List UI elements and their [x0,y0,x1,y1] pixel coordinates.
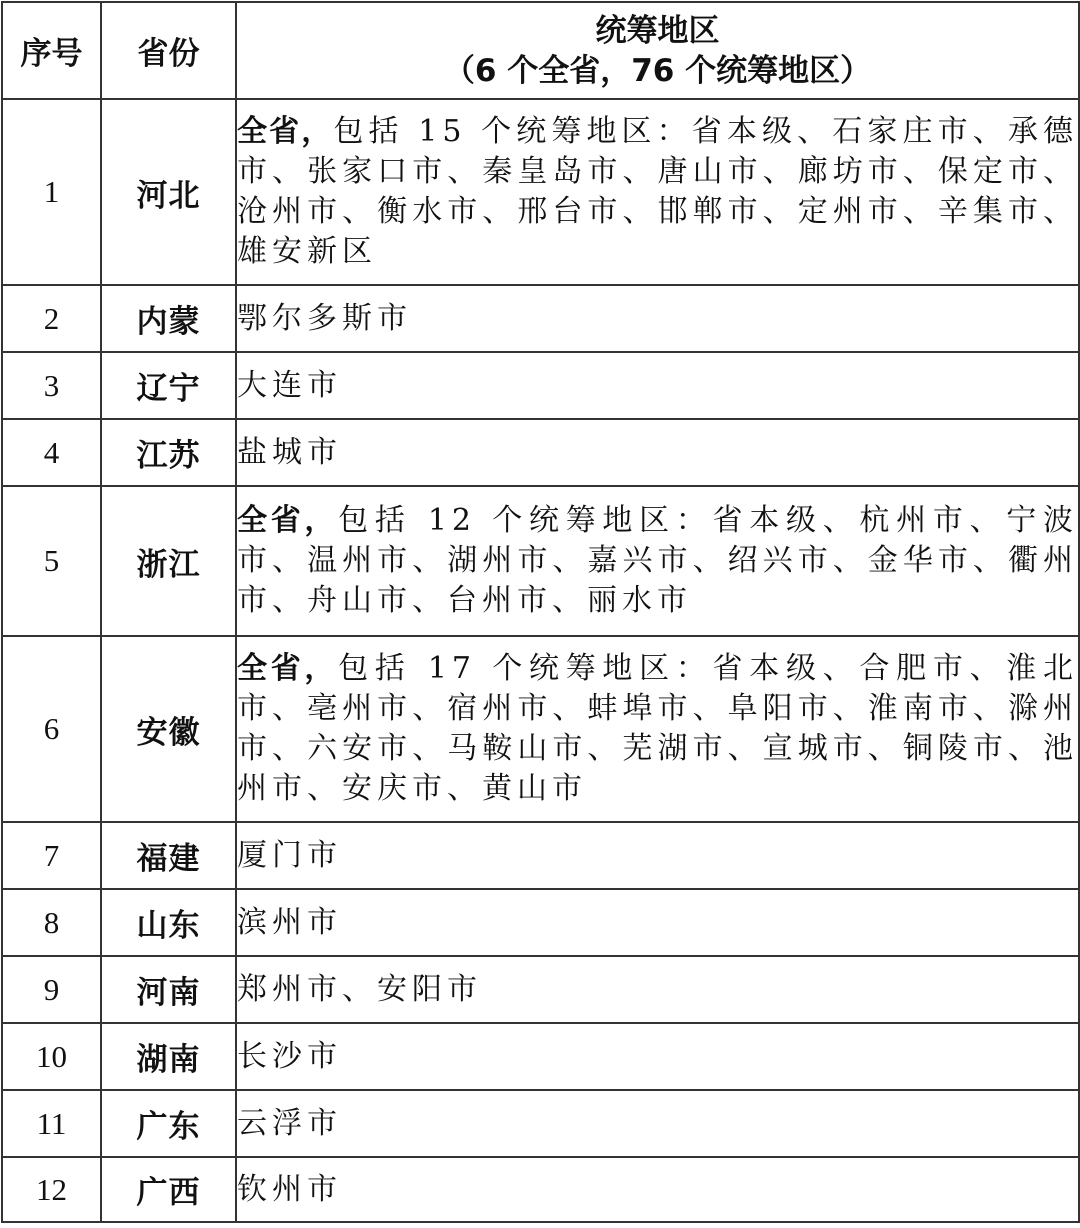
row-region-list: 包括 17 个统筹地区：省本级、合肥市、淮北市、亳州市、宿州市、蚌埠市、阜阳市、淮南市、滁州市、六安市、马鞍山市、芜湖市、宣城市、铜陵市、池州市、安庆市、黄山市 [237,651,1079,806]
row-index: 10 [2,1023,101,1090]
table-row [2,419,1079,486]
row-province: 福建 [101,822,236,889]
row-regions [236,956,1079,1023]
row-province: 广西 [101,1157,236,1222]
row-index: 7 [2,822,101,889]
row-lead: 全省， [237,651,339,686]
row-index: 11 [2,1090,101,1157]
row-index: 12 [2,1157,101,1222]
row-regions [236,352,1079,419]
table-row [2,486,1079,636]
row-province: 内蒙 [101,285,236,352]
row-province: 浙江 [101,486,236,636]
row-region-list: 包括 15 个统筹地区：省本级、石家庄市、承德市、张家口市、秦皇岛市、唐山市、廊坊市、保定市、沧州市、衡水市、邢台市、邯郸市、定州市、辛集市、雄安新区 [237,114,1078,269]
row-region-list: 长沙市 [237,1038,342,1074]
header-province: 省份 [101,2,236,99]
table-row [2,956,1079,1023]
row-index: 5 [2,486,101,636]
row-region-list: 云浮市 [237,1105,342,1141]
row-region-list: 滨州市 [237,904,342,940]
row-index: 3 [2,352,101,419]
row-index: 4 [2,419,101,486]
row-index: 2 [2,285,101,352]
row-region-list: 郑州市、安阳市 [237,971,482,1007]
row-region-list: 大连市 [237,367,342,403]
row-regions [236,486,1079,636]
row-region-list: 钦州市 [237,1171,342,1207]
header-region-title: 统筹地区 [595,12,720,49]
row-region-list: 厦门市 [237,837,342,873]
row-regions [236,99,1079,285]
row-lead: 全省， [237,114,334,149]
row-province: 广东 [101,1090,236,1157]
row-regions [236,822,1079,889]
row-regions [236,636,1079,822]
header-index: 序号 [2,2,101,99]
row-region-list: 包括 12 个统筹地区：省本级、杭州市、宁波市、温州市、湖州市、嘉兴市、绍兴市、金华市、衢州市、舟山市、台州市、丽水市 [237,503,1079,618]
row-regions [236,1090,1079,1157]
row-regions [236,889,1079,956]
row-regions [236,1157,1079,1222]
table-row [2,1023,1079,1090]
row-index: 8 [2,889,101,956]
table-row [2,1090,1079,1157]
row-province: 山东 [101,889,236,956]
row-regions [236,285,1079,352]
header-row [2,2,1079,99]
table-row [2,285,1079,352]
row-index: 6 [2,636,101,822]
header-region [236,2,1079,99]
row-region-list: 鄂尔多斯市 [237,300,412,336]
row-regions [236,1023,1079,1090]
table-row [2,352,1079,419]
pilot-regions-table [1,1,1080,1223]
row-province: 辽宁 [101,352,236,419]
row-province: 江苏 [101,419,236,486]
row-province: 湖南 [101,1023,236,1090]
row-province: 河南 [101,956,236,1023]
header-region-subtitle: （6 个全省，76 个统筹地区） [443,52,872,89]
row-province: 安徽 [101,636,236,822]
row-index: 1 [2,99,101,285]
table-row [2,822,1079,889]
row-lead: 全省， [237,503,339,538]
table-row [2,1157,1079,1222]
row-region-list: 盐城市 [237,434,342,470]
table-row [2,99,1079,285]
row-regions [236,419,1079,486]
row-index: 9 [2,956,101,1023]
table-row [2,889,1079,956]
row-province: 河北 [101,99,236,285]
table-row [2,636,1079,822]
